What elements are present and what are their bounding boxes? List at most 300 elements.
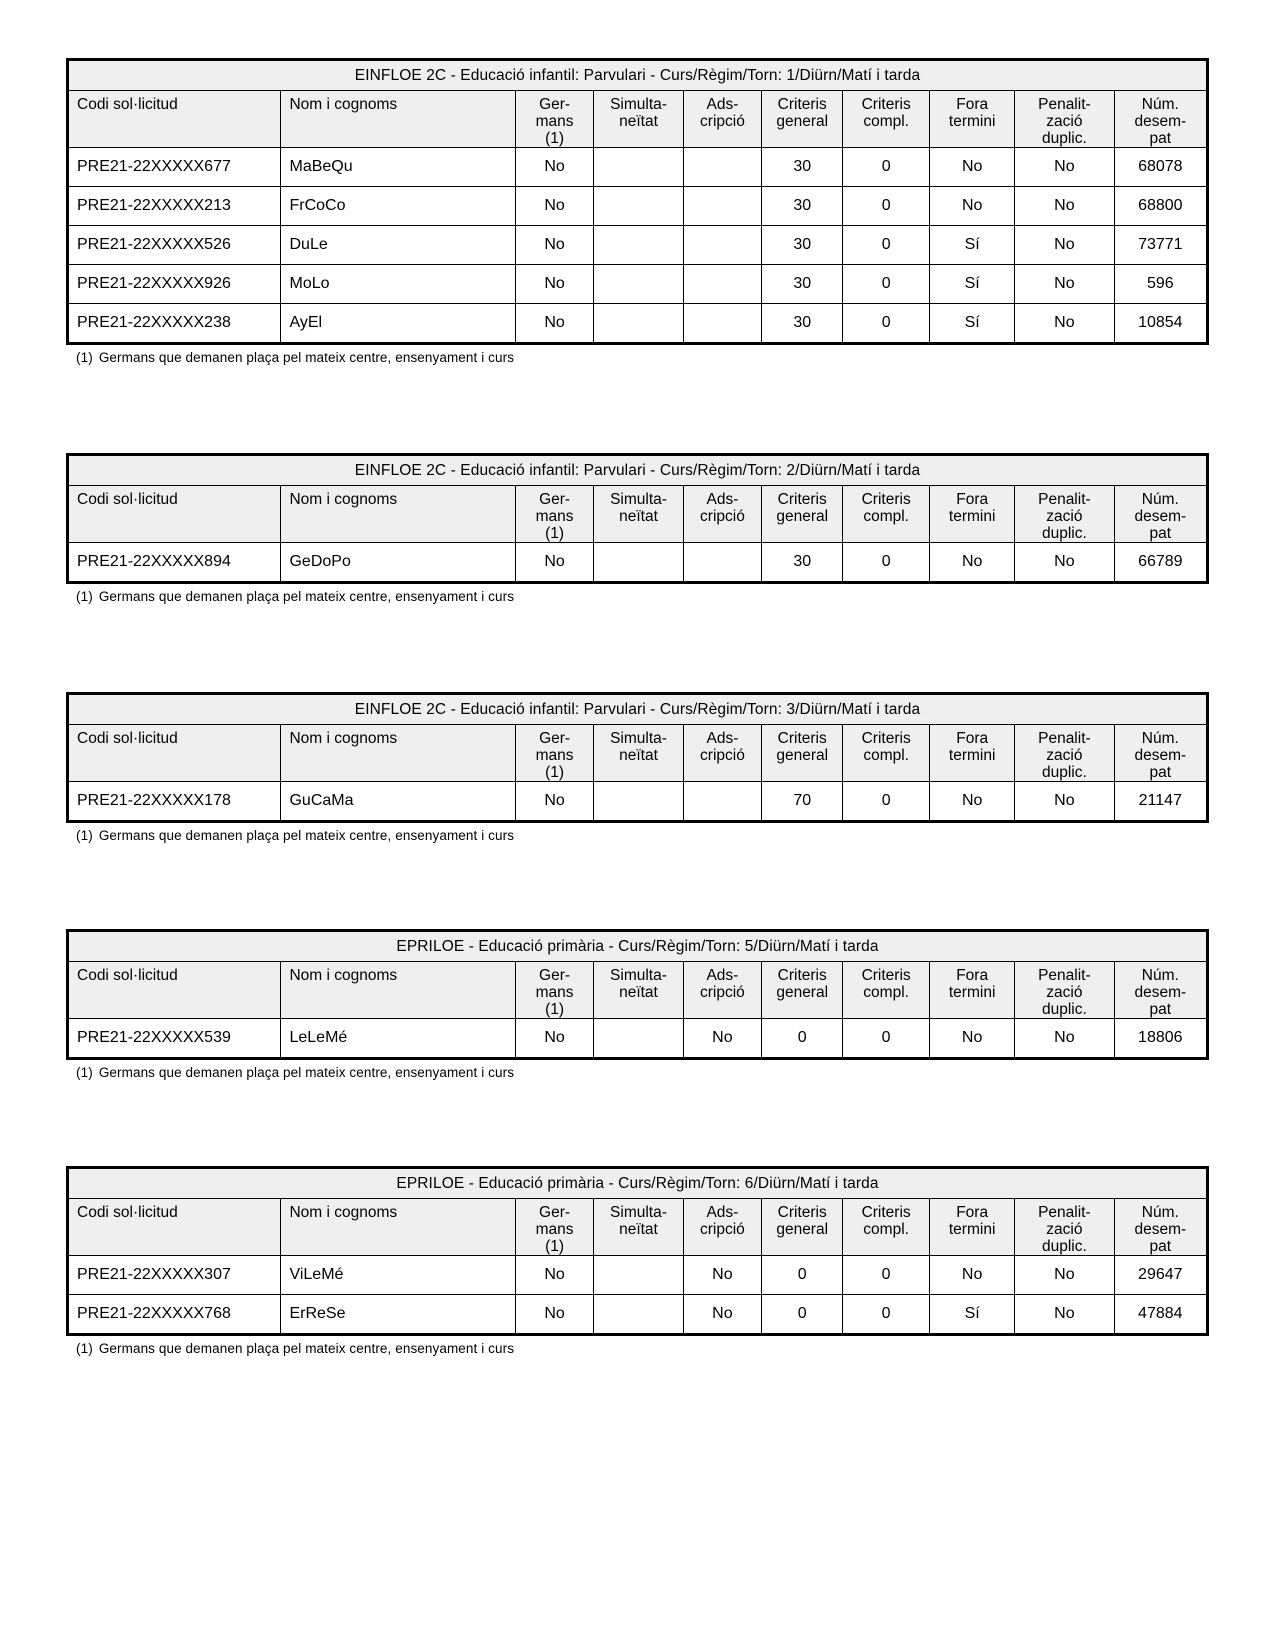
- cell-nom: ViLeMé: [281, 1256, 515, 1295]
- table-row: [68, 304, 1208, 344]
- cell-criteris-compl: 0: [843, 1019, 930, 1059]
- block-spacer: [66, 843, 1209, 929]
- header-line: termini: [948, 1221, 996, 1238]
- header-line: termini: [948, 508, 996, 525]
- header-line: Codi sol·licitud: [77, 491, 178, 508]
- table-row: [68, 1256, 1208, 1295]
- header-line: Criteris: [861, 491, 911, 508]
- col-codi: [68, 1199, 281, 1256]
- applications-table: [66, 1166, 1209, 1336]
- cell-criteris-compl: 0: [843, 782, 930, 822]
- col-criteris-general: [762, 1199, 843, 1256]
- cell-simultaneitat: [594, 265, 683, 304]
- col-penalitzacio: [1015, 91, 1114, 148]
- header-line: zació: [1046, 1221, 1083, 1238]
- header-line: cripció: [700, 984, 745, 1001]
- header-line: Penalit-: [1038, 967, 1091, 984]
- cell-nom: GuCaMa: [281, 782, 515, 822]
- header-line: compl.: [863, 113, 909, 130]
- cell-codi: PRE21-22XXXXX526: [68, 226, 281, 265]
- cell-germans: No: [515, 226, 594, 265]
- table-footnote: [76, 350, 1209, 365]
- cell-num-desempat: 47884: [1114, 1295, 1207, 1335]
- col-adscripcio: [683, 91, 762, 148]
- applications-table: [66, 453, 1209, 584]
- cell-germans: No: [515, 265, 594, 304]
- header-line: Fora: [956, 967, 989, 984]
- col-penalitzacio: [1015, 1199, 1114, 1256]
- table-footnote: [76, 1341, 1209, 1356]
- cell-criteris-general: 0: [762, 1256, 843, 1295]
- cell-num-desempat: 29647: [1114, 1256, 1207, 1295]
- header-line: cripció: [700, 508, 745, 525]
- cell-fora-termini: No: [930, 543, 1015, 583]
- footnote-marker: (1): [76, 589, 93, 604]
- table-row: [68, 1295, 1208, 1335]
- header-line: desem-: [1134, 113, 1187, 130]
- cell-fora-termini: No: [930, 1019, 1015, 1059]
- col-criteris-compl: [843, 91, 930, 148]
- col-penalitzacio: [1015, 725, 1114, 782]
- cell-nom: DuLe: [281, 226, 515, 265]
- footnote-marker: (1): [76, 1341, 93, 1356]
- applications-table: [66, 929, 1209, 1060]
- cell-criteris-general: 30: [762, 226, 843, 265]
- cell-criteris-general: 0: [762, 1019, 843, 1059]
- cell-penalitzacio: No: [1015, 304, 1114, 344]
- cell-criteris-compl: 0: [843, 226, 930, 265]
- cell-simultaneitat: [594, 226, 683, 265]
- cell-criteris-general: 30: [762, 148, 843, 187]
- block-spacer: [66, 365, 1209, 453]
- col-germans: [515, 725, 594, 782]
- table-row: [68, 265, 1208, 304]
- col-codi: [68, 91, 281, 148]
- cell-codi: PRE21-22XXXXX894: [68, 543, 281, 583]
- header-line: zació: [1046, 508, 1083, 525]
- header-line: mans: [535, 747, 574, 764]
- header-line: duplic.: [1041, 1001, 1087, 1018]
- cell-germans: No: [515, 304, 594, 344]
- footnote-text: Germans que demanen plaça pel mateix centre, ensenyament i curs: [98, 589, 515, 604]
- cell-criteris-compl: 0: [843, 1256, 930, 1295]
- cell-adscripcio: [683, 304, 762, 344]
- header-line: mans: [535, 1221, 574, 1238]
- cell-simultaneitat: [594, 543, 683, 583]
- header-line: Simulta-: [610, 1204, 667, 1221]
- cell-adscripcio: [683, 265, 762, 304]
- header-line: Fora: [956, 1204, 989, 1221]
- cell-germans: No: [515, 782, 594, 822]
- cell-adscripcio: [683, 148, 762, 187]
- col-num-desempat: [1114, 1199, 1207, 1256]
- header-line: desem-: [1134, 508, 1187, 525]
- cell-nom: MoLo: [281, 265, 515, 304]
- cell-nom: ErReSe: [281, 1295, 515, 1335]
- header-line: Codi sol·licitud: [77, 967, 178, 984]
- col-num-desempat: [1114, 962, 1207, 1019]
- block-spacer: [66, 1080, 1209, 1166]
- header-line: zació: [1046, 747, 1083, 764]
- col-germans: [515, 91, 594, 148]
- header-line: termini: [948, 113, 996, 130]
- cell-criteris-compl: 0: [843, 187, 930, 226]
- cell-criteris-compl: 0: [843, 148, 930, 187]
- header-line: pat: [1149, 1238, 1172, 1255]
- table-header-row: [68, 486, 1208, 543]
- header-line: Criteris: [861, 967, 911, 984]
- table-row: [68, 148, 1208, 187]
- col-nom: [281, 1199, 515, 1256]
- header-line: general: [776, 984, 829, 1001]
- header-line: Ger-: [539, 730, 571, 747]
- col-adscripcio: [683, 486, 762, 543]
- header-line: duplic.: [1041, 1238, 1087, 1255]
- header-line: Penalit-: [1038, 1204, 1091, 1221]
- report-block: [66, 692, 1209, 843]
- table-title: EPRILOE - Educació primària - Curs/Règim/Torn: 6/Diürn/Matí i tarda: [68, 1168, 1208, 1199]
- header-line: compl.: [863, 984, 909, 1001]
- cell-nom: MaBeQu: [281, 148, 515, 187]
- col-fora-termini: [930, 962, 1015, 1019]
- header-line: Núm.: [1141, 967, 1179, 984]
- header-line: Penalit-: [1038, 491, 1091, 508]
- table-header-row: [68, 91, 1208, 148]
- table-row: [68, 187, 1208, 226]
- cell-criteris-general: 30: [762, 265, 843, 304]
- report-block: [66, 1166, 1209, 1356]
- cell-adscripcio: [683, 226, 762, 265]
- col-simultaneitat: [594, 1199, 683, 1256]
- header-line: Nom i cognoms: [289, 1204, 398, 1221]
- header-line: termini: [948, 747, 996, 764]
- col-fora-termini: [930, 91, 1015, 148]
- cell-fora-termini: No: [930, 782, 1015, 822]
- header-line: Núm.: [1141, 96, 1179, 113]
- cell-germans: No: [515, 1295, 594, 1335]
- header-line: duplic.: [1041, 764, 1087, 781]
- cell-num-desempat: 68078: [1114, 148, 1207, 187]
- cell-fora-termini: No: [930, 187, 1015, 226]
- col-num-desempat: [1114, 91, 1207, 148]
- footnote-text: Germans que demanen plaça pel mateix centre, ensenyament i curs: [98, 350, 515, 365]
- report-blocks: [66, 58, 1209, 1356]
- header-line: mans: [535, 113, 574, 130]
- cell-nom: LeLeMé: [281, 1019, 515, 1059]
- cell-criteris-compl: 0: [843, 1295, 930, 1335]
- table-title: EINFLOE 2C - Educació infantil: Parvulari - Curs/Règim/Torn: 1/Diürn/Matí i tarda: [68, 60, 1208, 91]
- header-line: pat: [1149, 130, 1172, 147]
- header-line: Nom i cognoms: [289, 491, 398, 508]
- header-line: Fora: [956, 730, 989, 747]
- cell-fora-termini: Sí: [930, 304, 1015, 344]
- header-line: cripció: [700, 113, 745, 130]
- header-line: Criteris: [861, 1204, 911, 1221]
- header-line: general: [776, 1221, 829, 1238]
- header-line: Fora: [956, 96, 989, 113]
- cell-nom: FrCoCo: [281, 187, 515, 226]
- table-row: [68, 782, 1208, 822]
- cell-adscripcio: [683, 782, 762, 822]
- footnote-marker: (1): [76, 350, 93, 365]
- cell-fora-termini: No: [930, 148, 1015, 187]
- header-line: Simulta-: [610, 730, 667, 747]
- header-line: mans: [535, 984, 574, 1001]
- cell-simultaneitat: [594, 1256, 683, 1295]
- cell-codi: PRE21-22XXXXX677: [68, 148, 281, 187]
- col-simultaneitat: [594, 486, 683, 543]
- header-line: Criteris: [777, 96, 827, 113]
- header-line: Simulta-: [610, 967, 667, 984]
- col-adscripcio: [683, 1199, 762, 1256]
- table-footnote: [76, 589, 1209, 604]
- header-line: neïtat: [619, 508, 658, 525]
- cell-simultaneitat: [594, 148, 683, 187]
- col-adscripcio: [683, 962, 762, 1019]
- header-line: termini: [948, 984, 996, 1001]
- cell-codi: PRE21-22XXXXX178: [68, 782, 281, 822]
- cell-criteris-general: 70: [762, 782, 843, 822]
- header-line: Penalit-: [1038, 96, 1091, 113]
- report-block: [66, 453, 1209, 604]
- table-title: EINFLOE 2C - Educació infantil: Parvulari - Curs/Règim/Torn: 3/Diürn/Matí i tarda: [68, 694, 1208, 725]
- cell-codi: PRE21-22XXXXX926: [68, 265, 281, 304]
- header-line: (1): [545, 525, 565, 542]
- header-line: Núm.: [1141, 730, 1179, 747]
- cell-codi: PRE21-22XXXXX539: [68, 1019, 281, 1059]
- table-header-row: [68, 962, 1208, 1019]
- cell-criteris-general: 30: [762, 543, 843, 583]
- header-line: Ger-: [539, 491, 571, 508]
- header-line: cripció: [700, 747, 745, 764]
- cell-criteris-general: 30: [762, 304, 843, 344]
- table-footnote: [76, 1065, 1209, 1080]
- cell-penalitzacio: No: [1015, 1256, 1114, 1295]
- header-line: Núm.: [1141, 1204, 1179, 1221]
- cell-codi: PRE21-22XXXXX213: [68, 187, 281, 226]
- col-fora-termini: [930, 1199, 1015, 1256]
- cell-penalitzacio: No: [1015, 265, 1114, 304]
- header-line: general: [776, 113, 829, 130]
- header-line: neïtat: [619, 747, 658, 764]
- cell-penalitzacio: No: [1015, 1019, 1114, 1059]
- header-line: pat: [1149, 1001, 1172, 1018]
- cell-codi: PRE21-22XXXXX307: [68, 1256, 281, 1295]
- cell-adscripcio: No: [683, 1256, 762, 1295]
- cell-simultaneitat: [594, 1019, 683, 1059]
- col-nom: [281, 962, 515, 1019]
- col-simultaneitat: [594, 962, 683, 1019]
- report-block: [66, 929, 1209, 1080]
- cell-num-desempat: 73771: [1114, 226, 1207, 265]
- col-criteris-compl: [843, 962, 930, 1019]
- table-footnote: [76, 828, 1209, 843]
- header-line: Nom i cognoms: [289, 730, 398, 747]
- col-simultaneitat: [594, 91, 683, 148]
- header-line: Ads-: [706, 1204, 739, 1221]
- header-line: compl.: [863, 508, 909, 525]
- cell-germans: No: [515, 148, 594, 187]
- footnote-text: Germans que demanen plaça pel mateix centre, ensenyament i curs: [98, 828, 515, 843]
- applications-table: [66, 58, 1209, 345]
- header-line: pat: [1149, 525, 1172, 542]
- cell-adscripcio: [683, 187, 762, 226]
- header-line: mans: [535, 508, 574, 525]
- col-num-desempat: [1114, 486, 1207, 543]
- header-line: Nom i cognoms: [289, 967, 398, 984]
- cell-criteris-compl: 0: [843, 265, 930, 304]
- header-line: Criteris: [861, 730, 911, 747]
- header-line: Codi sol·licitud: [77, 1204, 178, 1221]
- col-germans: [515, 1199, 594, 1256]
- header-line: duplic.: [1041, 130, 1087, 147]
- cell-num-desempat: 66789: [1114, 543, 1207, 583]
- col-penalitzacio: [1015, 962, 1114, 1019]
- col-nom: [281, 725, 515, 782]
- header-line: Nom i cognoms: [289, 96, 398, 113]
- col-germans: [515, 962, 594, 1019]
- header-line: general: [776, 508, 829, 525]
- cell-num-desempat: 68800: [1114, 187, 1207, 226]
- cell-germans: No: [515, 543, 594, 583]
- cell-adscripcio: [683, 543, 762, 583]
- cell-penalitzacio: No: [1015, 543, 1114, 583]
- cell-num-desempat: 10854: [1114, 304, 1207, 344]
- cell-criteris-general: 30: [762, 187, 843, 226]
- header-line: desem-: [1134, 984, 1187, 1001]
- cell-criteris-general: 0: [762, 1295, 843, 1335]
- cell-penalitzacio: No: [1015, 226, 1114, 265]
- cell-num-desempat: 18806: [1114, 1019, 1207, 1059]
- col-criteris-general: [762, 962, 843, 1019]
- header-line: Núm.: [1141, 491, 1179, 508]
- table-header-row: [68, 1199, 1208, 1256]
- cell-fora-termini: Sí: [930, 226, 1015, 265]
- header-line: Ads-: [706, 967, 739, 984]
- col-num-desempat: [1114, 725, 1207, 782]
- cell-germans: No: [515, 187, 594, 226]
- header-line: compl.: [863, 747, 909, 764]
- header-line: Penalit-: [1038, 730, 1091, 747]
- cell-penalitzacio: No: [1015, 1295, 1114, 1335]
- cell-germans: No: [515, 1256, 594, 1295]
- col-codi: [68, 486, 281, 543]
- header-line: Simulta-: [610, 96, 667, 113]
- header-line: pat: [1149, 764, 1172, 781]
- col-penalitzacio: [1015, 486, 1114, 543]
- header-line: cripció: [700, 1221, 745, 1238]
- header-line: compl.: [863, 1221, 909, 1238]
- header-line: general: [776, 747, 829, 764]
- cell-simultaneitat: [594, 187, 683, 226]
- col-codi: [68, 962, 281, 1019]
- table-header-row: [68, 725, 1208, 782]
- cell-nom: AyEl: [281, 304, 515, 344]
- cell-simultaneitat: [594, 782, 683, 822]
- header-line: (1): [545, 1238, 565, 1255]
- header-line: Criteris: [777, 491, 827, 508]
- cell-simultaneitat: [594, 304, 683, 344]
- header-line: Fora: [956, 491, 989, 508]
- cell-criteris-compl: 0: [843, 304, 930, 344]
- col-criteris-general: [762, 91, 843, 148]
- cell-criteris-compl: 0: [843, 543, 930, 583]
- cell-num-desempat: 596: [1114, 265, 1207, 304]
- header-line: (1): [545, 130, 565, 147]
- cell-simultaneitat: [594, 1295, 683, 1335]
- col-codi: [68, 725, 281, 782]
- header-line: Ger-: [539, 967, 571, 984]
- cell-codi: PRE21-22XXXXX768: [68, 1295, 281, 1335]
- header-line: Codi sol·licitud: [77, 730, 178, 747]
- header-line: Ger-: [539, 1204, 571, 1221]
- cell-codi: PRE21-22XXXXX238: [68, 304, 281, 344]
- col-adscripcio: [683, 725, 762, 782]
- col-simultaneitat: [594, 725, 683, 782]
- header-line: Ads-: [706, 96, 739, 113]
- block-spacer: [66, 604, 1209, 692]
- col-nom: [281, 486, 515, 543]
- table-row: [68, 543, 1208, 583]
- col-criteris-general: [762, 725, 843, 782]
- header-line: (1): [545, 1001, 565, 1018]
- header-line: Criteris: [777, 1204, 827, 1221]
- table-title: EINFLOE 2C - Educació infantil: Parvulari - Curs/Règim/Torn: 2/Diürn/Matí i tarda: [68, 455, 1208, 486]
- col-criteris-compl: [843, 1199, 930, 1256]
- footnote-marker: (1): [76, 828, 93, 843]
- header-line: desem-: [1134, 1221, 1187, 1238]
- cell-adscripcio: No: [683, 1295, 762, 1335]
- header-line: Criteris: [777, 730, 827, 747]
- col-fora-termini: [930, 725, 1015, 782]
- cell-penalitzacio: No: [1015, 782, 1114, 822]
- header-line: neïtat: [619, 113, 658, 130]
- col-criteris-compl: [843, 486, 930, 543]
- cell-nom: GeDoPo: [281, 543, 515, 583]
- cell-fora-termini: Sí: [930, 1295, 1015, 1335]
- table-title: EPRILOE - Educació primària - Curs/Règim/Torn: 5/Diürn/Matí i tarda: [68, 931, 1208, 962]
- col-criteris-compl: [843, 725, 930, 782]
- header-line: neïtat: [619, 984, 658, 1001]
- header-line: duplic.: [1041, 525, 1087, 542]
- header-line: desem-: [1134, 747, 1187, 764]
- cell-penalitzacio: No: [1015, 187, 1114, 226]
- header-line: Criteris: [861, 96, 911, 113]
- footnote-text: Germans que demanen plaça pel mateix centre, ensenyament i curs: [98, 1341, 515, 1356]
- table-row: [68, 1019, 1208, 1059]
- header-line: Ger-: [539, 96, 571, 113]
- cell-num-desempat: 21147: [1114, 782, 1207, 822]
- col-fora-termini: [930, 486, 1015, 543]
- col-nom: [281, 91, 515, 148]
- col-germans: [515, 486, 594, 543]
- header-line: neïtat: [619, 1221, 658, 1238]
- cell-penalitzacio: No: [1015, 148, 1114, 187]
- col-criteris-general: [762, 486, 843, 543]
- header-line: zació: [1046, 984, 1083, 1001]
- header-line: Ads-: [706, 491, 739, 508]
- applications-table: [66, 692, 1209, 823]
- header-line: Criteris: [777, 967, 827, 984]
- header-line: (1): [545, 764, 565, 781]
- header-line: Simulta-: [610, 491, 667, 508]
- table-row: [68, 226, 1208, 265]
- footnote-text: Germans que demanen plaça pel mateix centre, ensenyament i curs: [98, 1065, 515, 1080]
- report-block: [66, 58, 1209, 365]
- header-line: Ads-: [706, 730, 739, 747]
- cell-germans: No: [515, 1019, 594, 1059]
- header-line: zació: [1046, 113, 1083, 130]
